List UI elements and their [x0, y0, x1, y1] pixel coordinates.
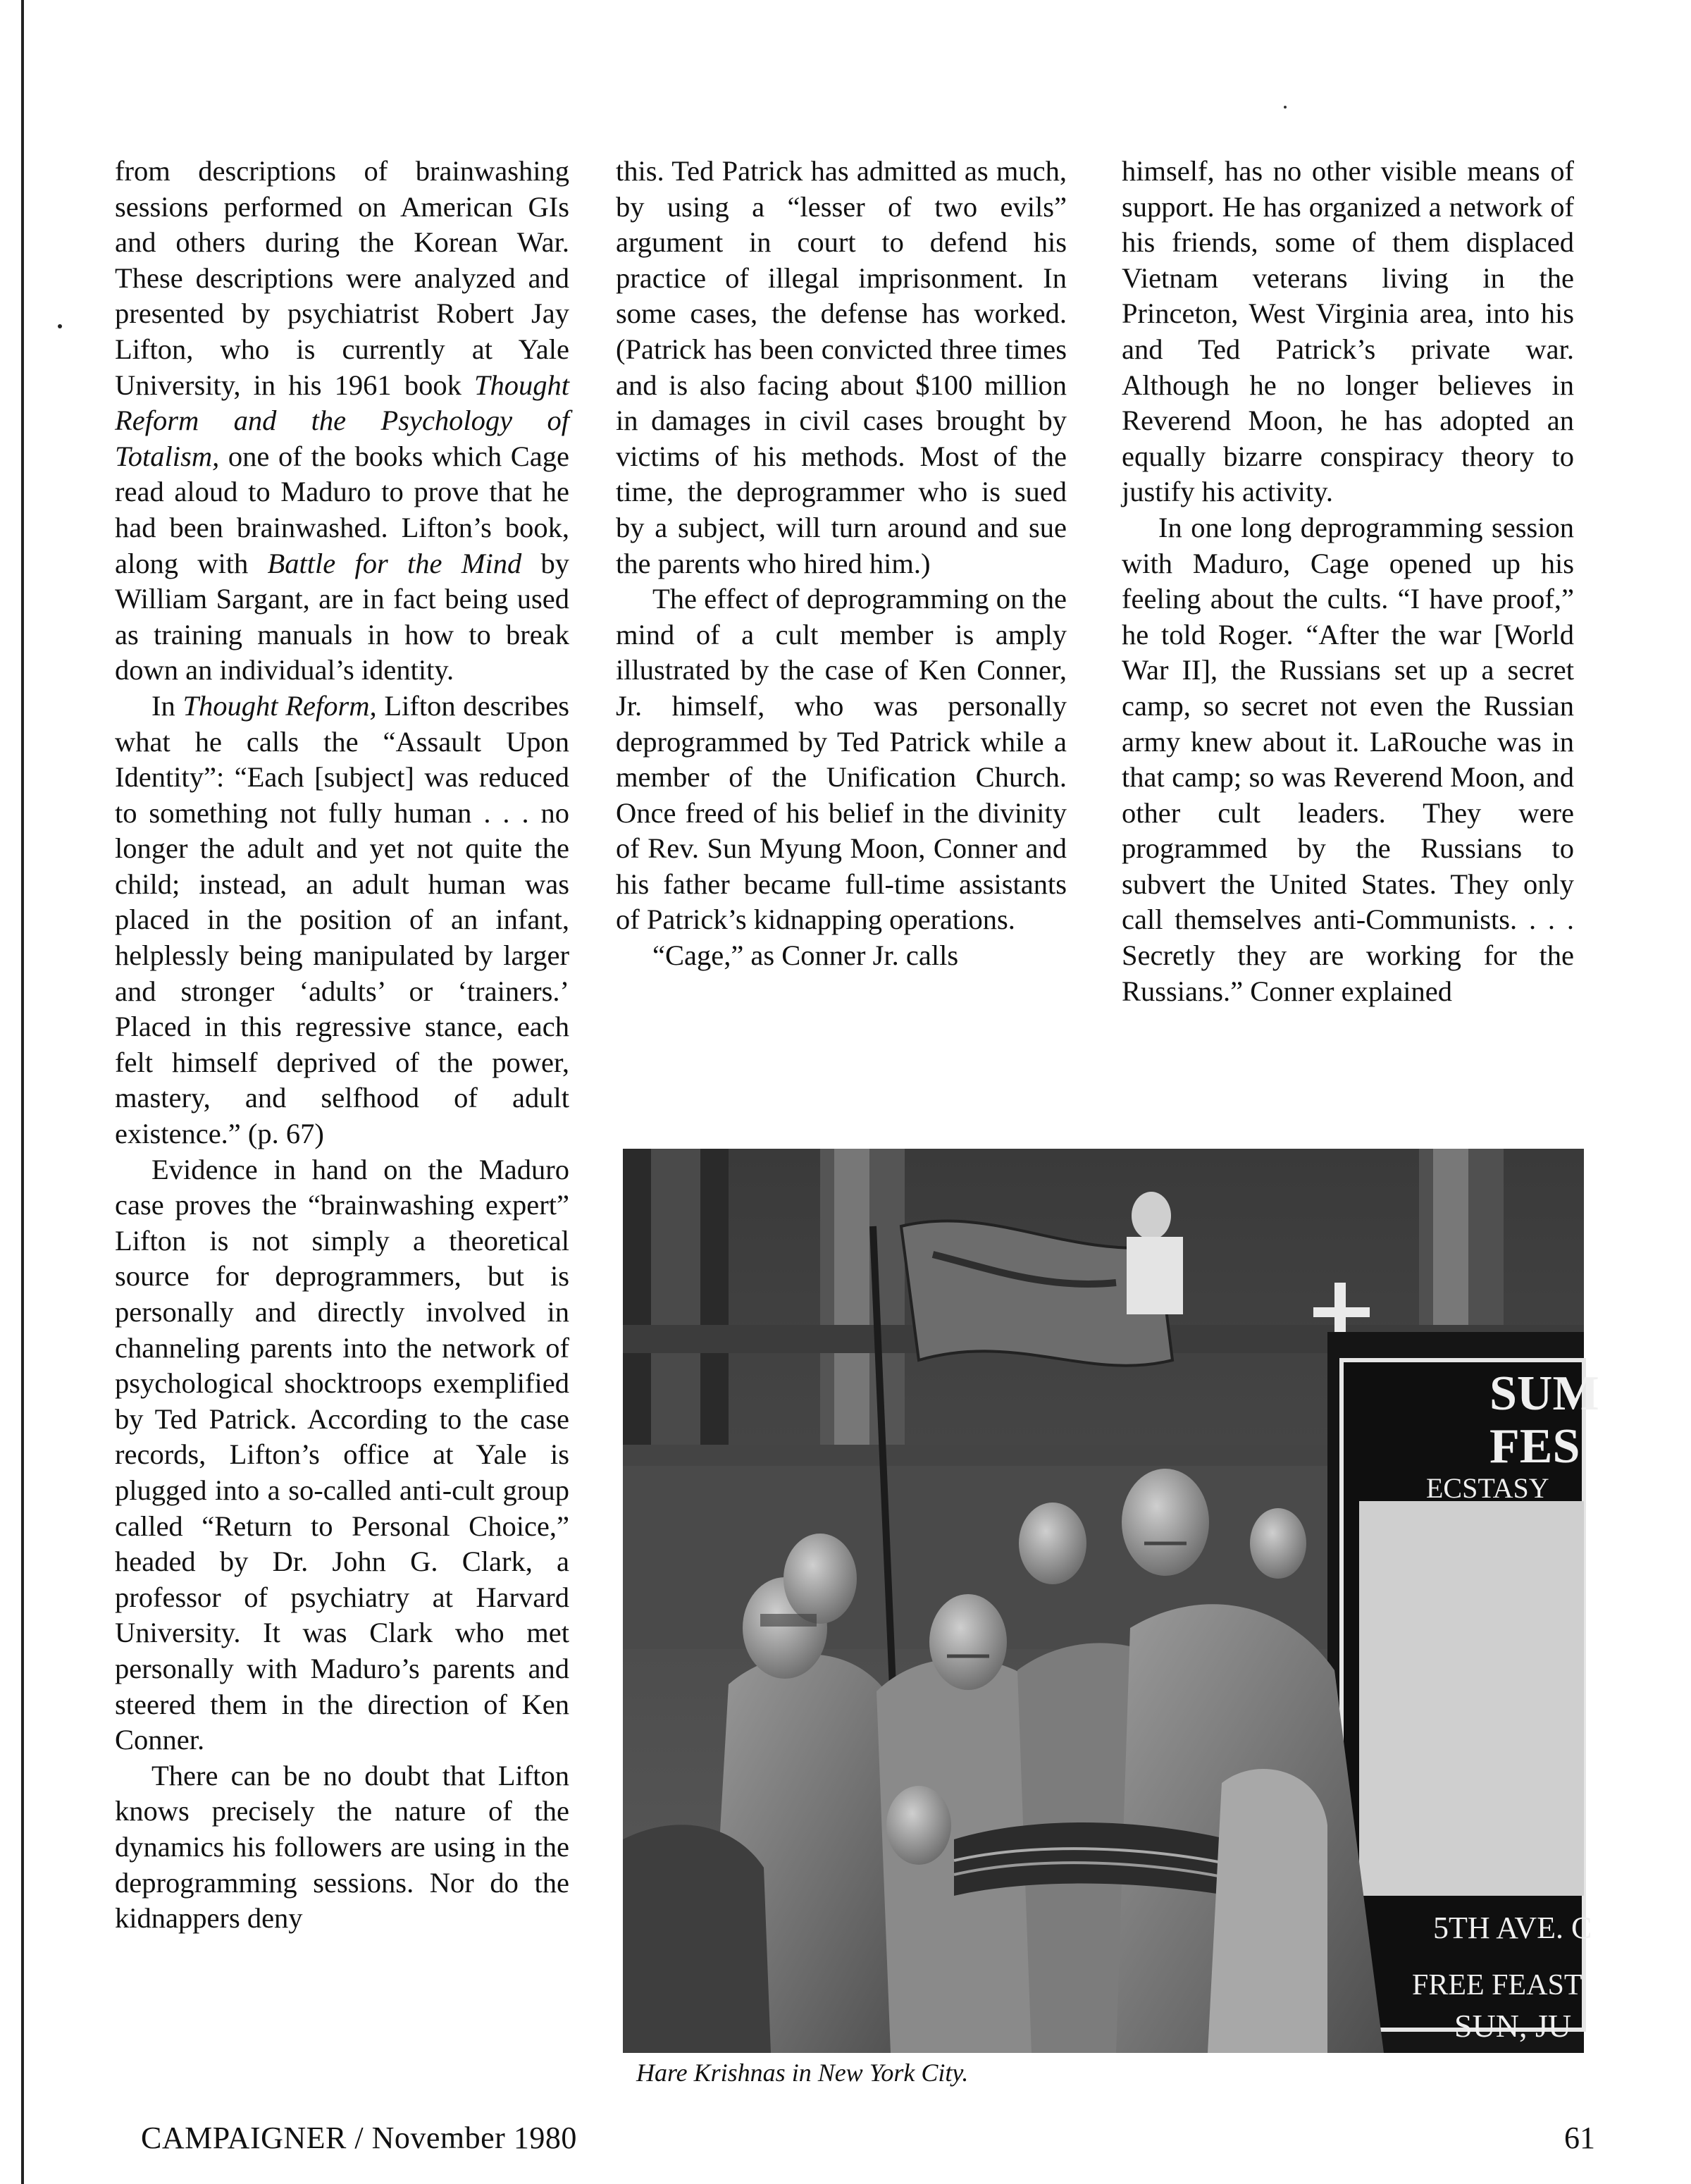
- paragraph-text: In: [151, 689, 183, 722]
- photo-hare-krishnas: [623, 1149, 1599, 2053]
- paragraph-text: The effect of deprogramming on the mind of a cult member is amply illustrated by the case of Ken Conner, Jr. himself, who was personally deprogrammed by Ted Patrick while a member of the Unification Church. Once freed of his belief in the divinity of Rev. Sun Myung Moon, Conner and his father became full-time assistants of Patrick’s kidnapping operations.: [616, 583, 1067, 936]
- sign-text-line-5: FREE FEAST: [1412, 1969, 1582, 2001]
- paragraph-text: from descriptions of brainwashing sessions performed on American GIs and others during the Korean War. These descriptions were analyzed and presented by psychiatrist Robert Jay Lifton, who is currently at Yale University, in his 1961 book: [115, 155, 569, 401]
- paragraph: [1122, 510, 1574, 1009]
- paragraph-text: In one long deprogramming session with Maduro, Cage opened up his feeling about the cults. “I have proof,” he told Roger. “After the war [World War II], the Russians set up a secret camp, so secret not even the Russian army knew about it. LaRouche was in that camp; so was Reverend Moon, and other cult leaders. They were programmed by the Russians to subvert the United States. They only call themselves anti-Communists. . . . Secretly they are working for the Russians.” Conner explained: [1122, 511, 1574, 1007]
- italic-title-text: Thought Reform,: [182, 689, 377, 722]
- paragraph: [115, 1758, 569, 1937]
- sign-text-line-1: SUM: [1489, 1366, 1599, 1421]
- paragraph-text: this. Ted Patrick has admitted as much, by using a “lesser of two evils” argument in court to defend his practice of illegal imprisonment. In some cases, the defense has worked. (Patrick has been convicted three times and is also facing about $100 million in damages in civil cases brought by victims of his methods. Most of the time, the deprogrammer who is sued by a subject, will turn around and sue the parents who hired him.): [616, 155, 1067, 579]
- paragraph: [115, 689, 569, 1152]
- sign-text-line-3: ECSTASY: [1426, 1472, 1549, 1504]
- page-binding-edge: [21, 0, 24, 2184]
- photo-caption: Hare Krishnas in New York City.: [636, 2059, 969, 2087]
- sign-text-line-2: FES: [1489, 1419, 1580, 1474]
- sign-text-line-6: SUN, JU: [1454, 2008, 1572, 2044]
- paragraph-text: There can be no doubt that Lifton knows precisely the nature of the dynamics his followers are using in the deprogramming sessions. Nor do the kidnappers deny: [115, 1759, 569, 1935]
- print-speck: [58, 324, 62, 328]
- paragraph: [115, 1152, 569, 1758]
- text-column-2: [616, 154, 1067, 974]
- paragraph: [616, 154, 1067, 581]
- paragraph-text: by William Sargant, are in fact being used as training manuals in how to break down an individual’s identity.: [115, 547, 570, 686]
- text-column-3: [1122, 154, 1574, 1009]
- paragraph: [1122, 154, 1574, 510]
- paragraph-text: one of the books which Cage read aloud to Maduro to prove that he had been brainwashed. Lifton’s book, along with: [115, 440, 569, 579]
- paragraph: [616, 581, 1067, 938]
- paragraph: [115, 154, 569, 689]
- text-column-1: [115, 154, 569, 1937]
- paragraph-text: himself, has no other visible means of support. He has organized a network of his friends, some of them displaced Vietnam veterans living in the Princeton, West Virginia area, into his and Ted Patrick’s private war. Although he no longer believes in Reverend Moon, he has adopted an equally bizarre conspiracy theory to justify his activity.: [1122, 155, 1574, 508]
- paragraph-text: Evidence in hand on the Maduro case proves the “brainwashing expert” Lifton is not simply a theoretical source for deprogrammers, but is personally and directly involved in channeling parents into the network of psychological shocktroops exemplified by Ted Patrick. According to the case records, Lifton’s office at Yale is plugged into a so-called anti-cult group called “Return to Personal Choice,” headed by Dr. John G. Clark, a professor of psychiatry at Harvard University. It was Clark who met personally with Maduro’s parents and steered them in the direction of Ken Conner.: [115, 1153, 569, 1756]
- photo-illustration: [623, 1149, 1599, 2053]
- publication-footer: CAMPAIGNER / November 1980: [141, 2121, 577, 2155]
- paragraph-text: “Cage,” as Conner Jr. calls: [652, 939, 959, 972]
- page-number: 61: [1564, 2121, 1595, 2155]
- italic-title-text: Thought Reform and the Psychology of Totalism,: [115, 369, 569, 472]
- italic-title-text: Battle for the Mind: [267, 547, 522, 579]
- paragraph-text: Lifton describes what he calls the “Assault Upon Identity”: “Each [subject] was reduced to something not fully human . . . no longer the adult and yet not quite the child; instead, an adult human was placed in the position of an infant, helplessly being manipulated by larger and stronger ‘adults’ or ‘trainers.’ Placed in this regressive stance, each felt himself deprived of the power, mastery, and selfhood of adult existence.” (p. 67): [115, 689, 569, 1150]
- paragraph: [616, 938, 1067, 974]
- print-speck: [1284, 106, 1287, 109]
- sign-text-line-4: 5TH AVE. C: [1433, 1911, 1592, 1945]
